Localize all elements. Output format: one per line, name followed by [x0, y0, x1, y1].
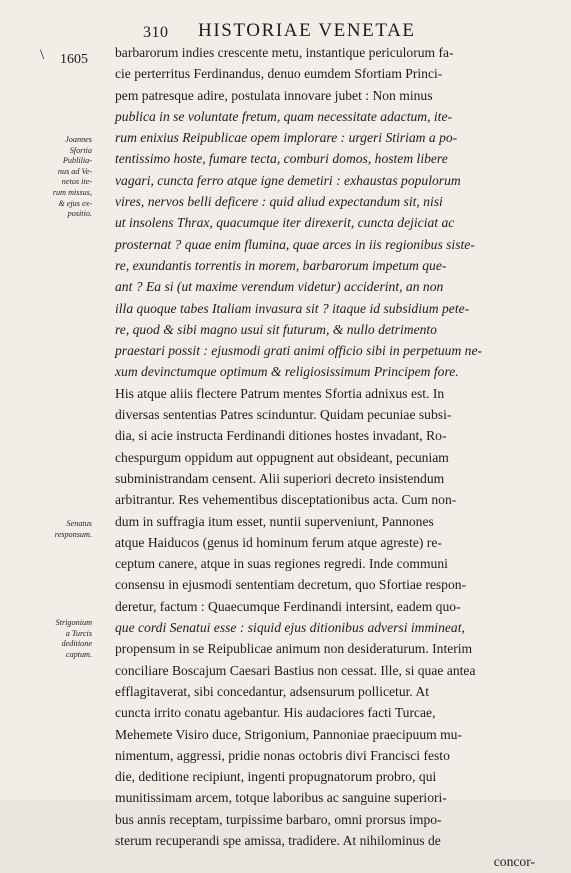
margin-note-line: responsum.	[54, 529, 92, 539]
text-line: ant ? Ea si (ut maxime verendum videtur) acciderint, an non	[115, 279, 444, 295]
text-line: re, exundantis torrentis in morem, barbarorum impetum que-	[115, 257, 447, 273]
margin-note-line: Sfortia	[69, 145, 92, 155]
margin-note-senatus	[34, 519, 92, 540]
catchword: concor-	[493, 854, 535, 870]
margin-note-line: positio.	[67, 209, 92, 219]
text-line: cuncta irrito conatu agebantur. His audaciores facti Turcae,	[115, 705, 436, 721]
text-line: barbarorum indies crescente metu, instantique periculorum fa-	[115, 45, 454, 60]
text-line: publica in se voluntate fretum, quam necessitate adactum, ite-	[115, 108, 453, 124]
margin-note-line: netos ite-	[61, 177, 92, 187]
text-line: ut insolens Thrax, quacumque iter direxerit, cuncta dejiciat ac	[115, 215, 455, 231]
text-line: deretur, factum : Quaecumque Ferdinandi intersint, eadem quo-	[115, 598, 461, 614]
text-line: re, quod & sibi magno usui sit futurum, & nullo detrimento	[115, 321, 437, 337]
text-line: prosternat ? quae enim flumina, quae arces in iis regionibus siste-	[115, 236, 475, 252]
text-line: praestari possit : ejusmodi grati animi officio sibi in perpetuum ne-	[115, 343, 483, 359]
margin-year: 1605	[60, 52, 88, 67]
text-line: vagari, cuncta ferro atque igne demetiri : exhaustas populorum	[115, 172, 461, 188]
margin-mark: \	[40, 47, 45, 63]
margin-note-line: Joannes	[65, 135, 92, 144]
text-line: que cordi Senatui esse : siquid ejus ditionibus adversi immineat,	[115, 620, 465, 636]
margin-note-line: deditione	[61, 639, 92, 649]
text-line: His atque aliis flectere Patrum mentes Sfortia adnixus est. In	[115, 385, 445, 401]
text-line: consensu in ejusmodi sententiam decretum, quo Sfortiae respon-	[115, 577, 467, 593]
text-line: subministrandam censent. Alii superiori decreto insistendum	[115, 470, 445, 486]
text-line: pem patresque adire, postulata innovare jubet : Non minus	[115, 87, 433, 103]
text-line: sterum recuperandi spe amissa, tradidere. At nihilominus de	[115, 832, 441, 848]
text-line: diversas sententias Patres scinduntur. Quidam pecuniae subsi-	[115, 407, 452, 423]
text-line: Mehemete Visiro duce, Strigonium, Pannoniae praecipuum mu-	[115, 726, 463, 742]
margin-note-line: a Turcis	[65, 628, 92, 638]
text-line: nimentum, aggressi, pridie nonas octobris divi Francisci festo	[115, 747, 450, 763]
text-line: dum in suffragia itum esset, nuntii superveniunt, Pannones	[115, 513, 434, 529]
text-line: conciliare Boscajum Caesari Bastius non cessat. Ille, si quae antea	[115, 662, 476, 678]
margin-note-line: Strigonium	[55, 618, 92, 627]
text-line: munitissimam arcem, totque laboribus ac sanguine superiori-	[115, 790, 447, 806]
text-line: vires, nervos belli deficere : quid aliud expectandum sit, nisi	[115, 194, 443, 210]
running-title: HISTORIAE VENETAE	[198, 20, 416, 41]
margin-note-strigonium	[34, 618, 92, 660]
text-line: cie perterritus Ferdinandus, denuo eumdem Sfortiam Princi-	[115, 66, 443, 82]
text-line: tentissimo hoste, fumare tecta, comburi domos, hostem libere	[115, 151, 448, 167]
body-text	[115, 42, 545, 873]
text-line: illa quoque tabes Italiam invasura sit ? itaque id subsidium pete-	[115, 300, 470, 316]
page-number: 310	[143, 24, 169, 41]
margin-note-line: Publilia-	[62, 156, 92, 166]
text-line: dia, si acie instructa Ferdinandi ditiones hostes invadant, Ro-	[115, 428, 447, 444]
margin-note-sfortia	[34, 135, 92, 220]
text-line: atque Haiducos (genus id hominum ferum atque agreste) re-	[115, 534, 442, 550]
margin-note-line: captum.	[65, 649, 92, 659]
margin-note-line: nus ad Ve-	[57, 166, 92, 176]
text-line: ceptum canere, atque in suas regiones regredi. Inde communi	[115, 556, 448, 572]
text-line: chespurgum oppidum aut oppugnent aut obsideant, pecuniam	[115, 449, 449, 465]
margin-note-line: rum missus,	[52, 187, 92, 197]
text-line: xum devinctumque optimum & religiosissimum Principem fore.	[115, 364, 459, 380]
text-line: efflagitaverat, sibi concedantur, adsensurum pollicetur. At	[115, 683, 430, 699]
margin-note-line: & ejus ex-	[58, 198, 92, 208]
text-line: propensum in se Reipublicae animum non desideraturum. Interim	[115, 641, 473, 657]
text-line: rum enixius Reipublicae opem implorare : urgeri Stiriam a po-	[115, 130, 458, 146]
margin-note-line: Senatus	[66, 519, 92, 528]
text-line: die, deditione recipiunt, ingenti propugnatorum probro, qui	[115, 769, 437, 785]
text-line: bus annis receptam, turpissime barbaro, omni prorsus impo-	[115, 811, 442, 827]
text-line: arbitrantur. Res vehementibus disceptationibus acta. Cum non-	[115, 492, 457, 508]
